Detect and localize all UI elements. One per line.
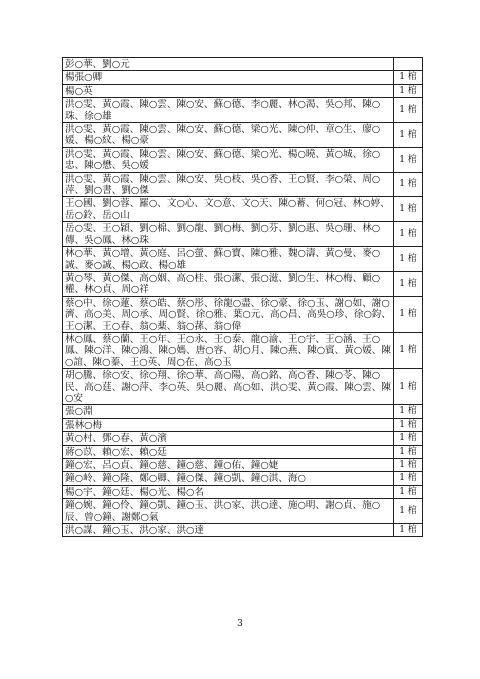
names-cell: 洪○雯、黃○霞、陳○雲、陳○安、吳○枝、吳○香、王○賢、李○榮、周○萍、劉○書、劉○傑 [63, 172, 394, 197]
table-row [63, 222, 423, 247]
table-row [63, 369, 423, 405]
table-row [63, 172, 423, 197]
coffin-count-cell: 1 棺 [394, 432, 423, 445]
coffin-count-cell: 1 棺 [394, 499, 423, 524]
names-cell: 黃○村、鄧○春、黃○濱 [63, 432, 394, 445]
table-row [63, 485, 423, 498]
coffin-count-cell: 1 棺 [394, 459, 423, 472]
coffin-count-cell: 1 棺 [394, 172, 423, 197]
table-row [63, 71, 423, 84]
table-row [63, 418, 423, 431]
table-row [63, 445, 423, 458]
names-cell: 洪○謀、鐘○玉、洪○家、洪○達 [63, 524, 394, 537]
names-cell: 岳○雯、王○穎、劉○棉、劉○龍、劉○梅、劉○芬、劉○惠、吳○珊、林○傳、吳○鳳、林○珠 [63, 222, 394, 247]
names-cell: 蔡○中、徐○蓮、蔡○皓、蔡○彤、徐龍○盡、徐○豪、徐○玉、謝○如、謝○濟、高○美、周○承、周○賢、徐○雅、葉○元、高○昌、高吳○珍、徐○鈞、王○潔、王○春、翁○薬、翁○蓀、翁○偉 [63, 296, 394, 332]
names-cell: 洪○雯、黃○霞、陳○雲、陳○安、蘇○德、梁○光、楊○曉、黃○城、徐○忠、陳○懋、吳○媛 [63, 147, 394, 172]
coffin-count-cell [394, 58, 423, 71]
names-cell: 楊○英 [63, 84, 394, 97]
coffin-count-cell: 1 棺 [394, 123, 423, 148]
coffin-count-cell: 1 棺 [394, 472, 423, 485]
names-cell: 王○國、劉○蓉、羅○、文○心、文○意、文○天、陳○蓄、何○冠、林○婷、岳○鈴、岳○山 [63, 197, 394, 222]
coffin-count-cell: 1 棺 [394, 247, 423, 272]
table-row [63, 524, 423, 537]
table-row [63, 432, 423, 445]
names-cell: 彭○華、劉○元 [63, 58, 394, 71]
page-number: 3 [237, 619, 243, 629]
table-row [63, 247, 423, 272]
table-row [63, 147, 423, 172]
table-body [63, 58, 423, 537]
table-row [63, 197, 423, 222]
coffin-count-cell: 1 棺 [394, 98, 423, 123]
table-row [63, 84, 423, 97]
table-row [63, 405, 423, 418]
coffin-count-cell: 1 棺 [394, 222, 423, 247]
coffin-count-cell: 1 棺 [394, 71, 423, 84]
names-cell: 張林○梅 [63, 418, 394, 431]
names-cell: 黃○琴、黃○傑、高○姻、高○桂、張○潔、張○滋、劉○生、林○梅、顧○權、林○貞、周○祥 [63, 271, 394, 296]
coffin-count-cell: 1 棺 [394, 485, 423, 498]
names-cell: 蔣○苡、賴○宏、賴○廷 [63, 445, 394, 458]
names-cell: 洪○雯、黃○霞、陳○雲、陳○安、蘇○德、梁○光、陳○仲、章○生、廖○媛、楊○紋、楊○豪 [63, 123, 394, 148]
table-row [63, 296, 423, 332]
table-row [63, 499, 423, 524]
coffin-count-cell: 1 棺 [394, 197, 423, 222]
coffin-count-cell: 1 棺 [394, 418, 423, 431]
table-row [63, 98, 423, 123]
coffin-count-cell: 1 棺 [394, 84, 423, 97]
coffin-count-cell: 1 棺 [394, 369, 423, 405]
names-cell: 林○華、黃○增、黃○庭、呂○螢、蘇○寶、陳○雅、魏○濤、黃○曼、麥○誠、麥○誠、楊○政、楊○雄 [63, 247, 394, 272]
names-cell: 鐘○婉、鐘○伶、鐘○凱、鐘○玉、洪○家、洪○達、施○明、謝○貞、施○辰、曾○鐘、謝鄭○氣 [63, 499, 394, 524]
coffin-count-cell: 1 棺 [394, 296, 423, 332]
coffin-count-cell: 1 棺 [394, 445, 423, 458]
names-cell: 洪○雯、黃○霞、陳○雲、陳○安、蘇○德、李○麗、林○渴、吳○邦、陳○珠、徐○雄 [63, 98, 394, 123]
table-row [63, 459, 423, 472]
coffin-count-cell: 1 棺 [394, 524, 423, 537]
table-row [63, 472, 423, 485]
names-cell: 楊○宇、鐘○廷、楊○光、楊○名 [63, 485, 394, 498]
table-row [63, 123, 423, 148]
names-cell: 林○鳳、蔡○蘭、王○年、王○永、王○泰、龍○渝、王○宇、王○涵、王○鳳、陳○洋、陳○鴻、陳○媽、唐○容、胡○月、陳○燕、陳○賓、黃○媛、陳○誼、陳○蓁、王○英、周○在、高○玉 [63, 332, 394, 368]
coffin-count-cell: 1 棺 [394, 332, 423, 368]
names-cell: 胡○騰、徐○安、徐○翔、徐○華、高○陽、高○銘、高○香、陳○苓、陳○民、高○莛、謝○萍、李○英、吳○麗、高○如、洪○雯、黃○霞、陳○雲、陳○安 [63, 369, 394, 405]
burial-table [62, 57, 423, 537]
names-cell: 張○淵 [63, 405, 394, 418]
coffin-count-cell: 1 棺 [394, 405, 423, 418]
coffin-count-cell: 1 棺 [394, 271, 423, 296]
names-cell: 楊張○卿 [63, 71, 394, 84]
table-row [63, 271, 423, 296]
coffin-count-cell: 1 棺 [394, 147, 423, 172]
table-row [63, 332, 423, 368]
table-row [63, 58, 423, 71]
names-cell: 鐘○宏、呂○貞、鐘○慈、鐘○慈、鐘○佑、鐘○婕 [63, 459, 394, 472]
names-cell: 鐘○岭、鐘○隆、鄭○卿、鐘○傑、鐘○凱、鐘○淇、海○ [63, 472, 394, 485]
